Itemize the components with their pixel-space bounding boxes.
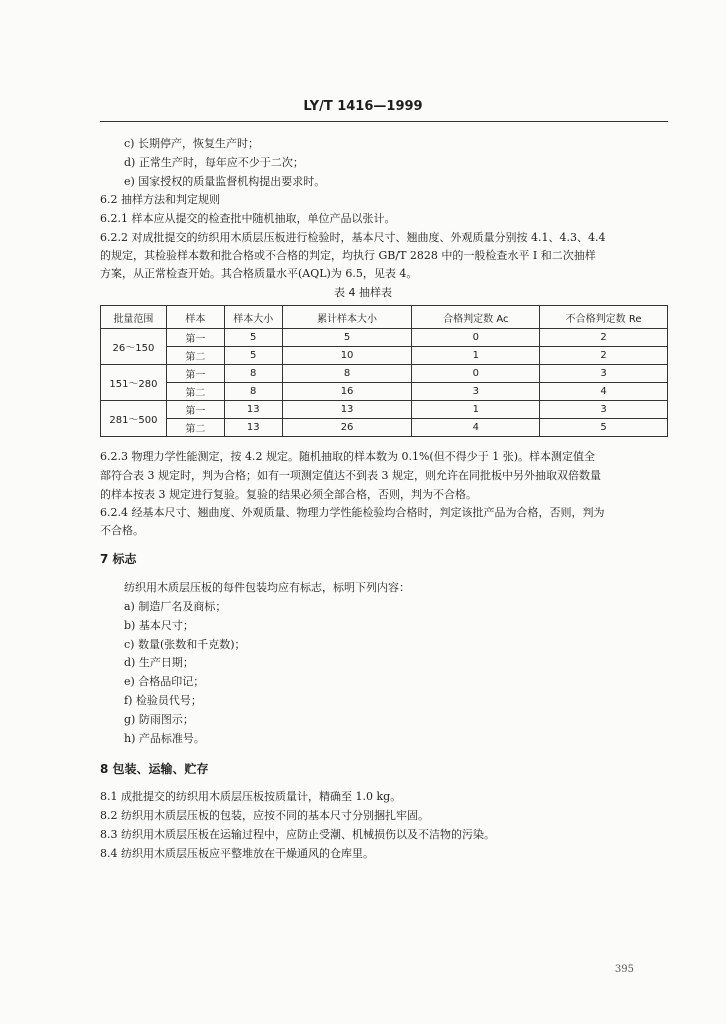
table-cell: 13 <box>224 401 282 419</box>
table-cell: 8 <box>224 365 282 383</box>
table-cell: 4 <box>412 419 540 437</box>
para-6-2-3-line: 部符合表 3 规定时，判为合格；如有一项测定值达不到表 3 规定，则允许在同批板中另外抽取双倍数量 <box>100 469 601 482</box>
table-cell: 3 <box>412 383 540 401</box>
section-8-heading: 8 包装、运输、贮存 <box>100 762 209 776</box>
table-cell: 8 <box>282 365 412 383</box>
table-cell: 0 <box>412 365 540 383</box>
header-rule <box>100 121 668 122</box>
column-header: 合格判定数 Ac <box>412 306 540 329</box>
table-row <box>101 329 668 347</box>
column-header: 不合格判定数 Re <box>540 306 668 329</box>
table-cell: 0 <box>412 329 540 347</box>
table-row <box>101 401 668 419</box>
column-header: 累计样本大小 <box>282 306 412 329</box>
table-row <box>101 383 668 401</box>
marking-item: b) 基本尺寸； <box>124 619 194 632</box>
para-8-item: 8.2 纺织用木质层压板的包装，应按不同的基本尺寸分别捆扎牢固。 <box>100 809 429 822</box>
table-cell: 1 <box>412 401 540 419</box>
list-item-c: c) 长期停产，恢复生产时； <box>124 137 259 150</box>
table-cell: 2 <box>540 329 668 347</box>
table-cell: 第一 <box>166 365 224 383</box>
para-6-2-2-line: 方案，从正常检查开始。其合格质量水平(AQL)为 6.5，见表 4。 <box>100 267 418 280</box>
list-item-e: e) 国家授权的质量监督机构提出要求时。 <box>124 175 326 188</box>
table-cell: 第一 <box>166 329 224 347</box>
para-6-2-2-line: 6.2.2 对成批提交的纺织用木质层压板进行检验时，基本尺寸、翘曲度、外观质量分别按 4.1、4.3、4.4 <box>100 231 606 244</box>
marking-item: g) 防雨图示； <box>124 713 194 726</box>
para-6-2-4-line: 6.2.4 经基本尺寸、翘曲度、外观质量、物理力学性能检验均合格时，判定该批产品为合格，否则，判为 <box>100 506 605 519</box>
page-header: LY/T 1416—1999 <box>303 99 423 114</box>
table-cell: 16 <box>282 383 412 401</box>
para-6-2-4-line: 不合格。 <box>100 524 144 537</box>
table-cell: 2 <box>540 347 668 365</box>
section-6-2-heading: 6.2 抽样方法和判定规则 <box>100 193 220 206</box>
table-cell: 5 <box>224 347 282 365</box>
table-cell: 10 <box>282 347 412 365</box>
para-6-2-3-line: 的样本按表 3 规定进行复验。复验的结果必须全部合格，否则，判为不合格。 <box>100 488 477 501</box>
table-cell: 5 <box>540 419 668 437</box>
table-cell: 13 <box>224 419 282 437</box>
table-header-row <box>101 306 668 329</box>
column-header: 样本 <box>166 306 224 329</box>
table-cell: 第二 <box>166 419 224 437</box>
para-6-2-1: 6.2.1 样本应从提交的检查批中随机抽取，单位产品以张计。 <box>100 212 396 225</box>
marking-item: c) 数量(张数和千克数)； <box>124 638 246 651</box>
table-cell: 5 <box>224 329 282 347</box>
table-cell: 8 <box>224 383 282 401</box>
lot-range-cell: 26～150 <box>101 329 167 365</box>
para-6-2-3-line: 6.2.3 物理力学性能测定，按 4.2 规定。随机抽取的样本数为 0.1%(但不得少于 1 张)。样本测定值全 <box>100 450 595 463</box>
table-row <box>101 347 668 365</box>
marking-item: d) 生产日期； <box>124 656 194 669</box>
marking-item: a) 制造厂名及商标； <box>124 600 227 613</box>
table-cell: 1 <box>412 347 540 365</box>
table-caption: 表 4 抽样表 <box>334 286 392 299</box>
table-row <box>101 365 668 383</box>
lot-range-cell: 151～280 <box>101 365 167 401</box>
section-7-intro: 纺织用木质层压板的每件包装均应有标志，标明下列内容： <box>124 581 410 594</box>
column-header: 批量范围 <box>101 306 167 329</box>
table-cell: 5 <box>282 329 412 347</box>
table-cell: 第二 <box>166 347 224 365</box>
sampling-table <box>100 305 668 437</box>
para-8-item: 8.1 成批提交的纺织用木质层压板按质量计，精确至 1.0 kg。 <box>100 790 402 803</box>
marking-item: f) 检验员代号； <box>124 694 202 707</box>
table-cell: 13 <box>282 401 412 419</box>
table-row <box>101 419 668 437</box>
table-cell: 第一 <box>166 401 224 419</box>
para-8-item: 8.3 纺织用木质层压板在运输过程中，应防止受潮、机械损伤以及不洁物的污染。 <box>100 828 495 841</box>
table-cell: 4 <box>540 383 668 401</box>
table-cell: 第二 <box>166 383 224 401</box>
table-cell: 3 <box>540 401 668 419</box>
para-6-2-2-line: 的规定，其检验样本数和批合格或不合格的判定，均执行 GB/T 2828 中的一般检查水平 I 和二次抽样 <box>100 249 596 262</box>
para-8-item: 8.4 纺织用木质层压板应平整堆放在干燥通风的仓库里。 <box>100 847 374 860</box>
section-7-heading: 7 标志 <box>100 552 137 566</box>
table-cell: 26 <box>282 419 412 437</box>
page-number: 395 <box>614 964 634 975</box>
marking-item: e) 合格品印记； <box>124 675 205 688</box>
table-cell: 3 <box>540 365 668 383</box>
list-item-d: d) 正常生产时，每年应不少于二次； <box>124 156 304 169</box>
column-header: 样本大小 <box>224 306 282 329</box>
lot-range-cell: 281～500 <box>101 401 167 437</box>
marking-item: h) 产品标准号。 <box>124 732 205 745</box>
